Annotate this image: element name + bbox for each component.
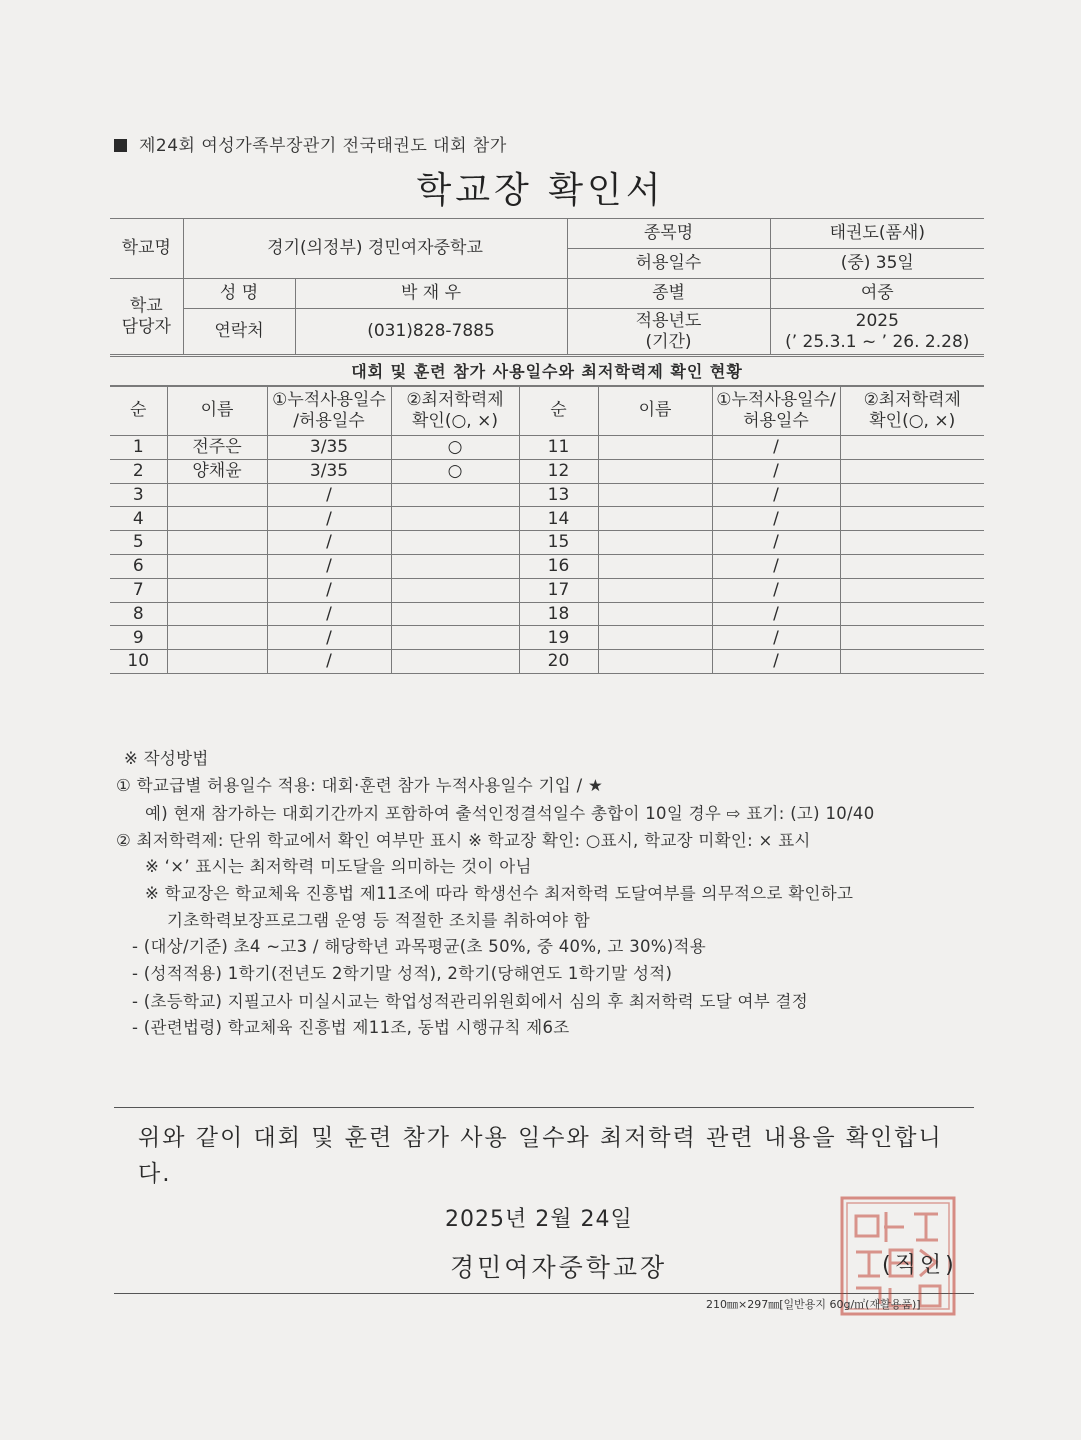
row-grade — [391, 531, 519, 555]
allowed-days-label: 허용일수 — [567, 249, 770, 279]
participation-header-row — [110, 386, 984, 436]
note-line: - (대상/기준) 초4 ~고3 / 해당학년 과목평균(초 50%, 중 40%, 고 30%)적용 — [132, 937, 706, 956]
row-name — [598, 459, 712, 483]
row-days: 3/35 — [267, 436, 391, 460]
row-grade — [840, 483, 984, 507]
gender-value: 여중 — [770, 279, 984, 309]
event-name-value: 태권도(품새) — [770, 219, 984, 249]
event-text: 제24회 여성가족부장관기 전국태권도 대회 참가 — [139, 136, 507, 156]
row-name — [598, 436, 712, 460]
row-number: 15 — [519, 531, 598, 555]
participation-section-title: 대회 및 훈련 참가 사용일수와 최저학력제 확인 현황 — [110, 356, 984, 387]
table-row — [110, 602, 984, 626]
row-days: / — [712, 626, 840, 650]
row-days: / — [267, 531, 391, 555]
note-line: ① 학교급별 허용일수 적용: 대회·훈련 참가 누적사용일수 기입 / ★ — [116, 776, 604, 795]
school-name-value: 경기(의정부) 경민여자중학교 — [183, 219, 567, 279]
row-days: / — [267, 626, 391, 650]
row-days: / — [712, 602, 840, 626]
note-line: ② 최저학력제: 단위 학교에서 확인 여부만 표시 ※ 학교장 확인: ○표시, 학교장 미확인: × 표시 — [116, 831, 811, 850]
row-number: 20 — [519, 650, 598, 674]
row-number: 8 — [110, 602, 167, 626]
school-name-label: 학교명 — [110, 219, 183, 279]
row-days: / — [712, 507, 840, 531]
row-number: 2 — [110, 459, 167, 483]
header-days-right — [712, 386, 840, 436]
table-row — [110, 436, 984, 460]
row-grade — [840, 459, 984, 483]
person-name-value: 박 재 우 — [295, 279, 567, 309]
row-number: 12 — [519, 459, 598, 483]
table-row — [110, 626, 984, 650]
note-line: ※ 학교장은 학교체육 진흥법 제11조에 따라 학생선수 최저학력 도달여부를 의무적으로 확인하고 — [145, 884, 854, 903]
row-grade — [840, 626, 984, 650]
row-days: / — [712, 459, 840, 483]
row-grade — [840, 507, 984, 531]
row-grade — [391, 650, 519, 674]
row-days: / — [712, 483, 840, 507]
school-info-table — [110, 218, 984, 355]
year-value — [770, 309, 984, 355]
paper-spec: 210㎜×297㎜[일반용지 60g/㎡(재활용품)] — [706, 1298, 921, 1311]
row-days: / — [712, 531, 840, 555]
row-number: 10 — [110, 650, 167, 674]
row-number: 5 — [110, 531, 167, 555]
row-grade — [391, 626, 519, 650]
header-grade-right-line1: ②최저학력제 — [863, 390, 961, 411]
row-number: 19 — [519, 626, 598, 650]
row-number: 6 — [110, 554, 167, 578]
header-days-line2: /허용일수 — [293, 410, 365, 431]
header-grade-right — [840, 386, 984, 436]
row-number: 13 — [519, 483, 598, 507]
contact-person-label — [110, 279, 183, 355]
phone-value: (031)828-7885 — [295, 309, 567, 355]
event-name-label: 종목명 — [567, 219, 770, 249]
row-grade — [391, 602, 519, 626]
table-row — [110, 483, 984, 507]
row-days: / — [712, 578, 840, 602]
square-bullet-icon — [114, 139, 127, 152]
row-name — [598, 554, 712, 578]
phone-label: 연락처 — [183, 309, 295, 355]
allowed-days-value: (중) 35일 — [770, 249, 984, 279]
row-number: 3 — [110, 483, 167, 507]
row-name — [598, 531, 712, 555]
name-label: 성 명 — [183, 279, 295, 309]
note-line: 기초학력보장프로그램 운영 등 적절한 조치를 취하여야 함 — [167, 911, 591, 930]
header-days-line1: ①누적사용일수 — [272, 390, 386, 411]
row-name — [598, 507, 712, 531]
row-name — [167, 483, 267, 507]
contact-person-label-line1: 학교 — [129, 296, 163, 317]
row-days: / — [267, 507, 391, 531]
row-name — [167, 650, 267, 674]
row-grade — [391, 554, 519, 578]
table-row — [110, 459, 984, 483]
table-row — [110, 507, 984, 531]
row-days: / — [267, 554, 391, 578]
row-days: 3/35 — [267, 459, 391, 483]
header-grade — [391, 386, 519, 436]
row-grade — [840, 554, 984, 578]
header-no: 순 — [110, 386, 167, 436]
table-row — [110, 531, 984, 555]
row-name: 양채윤 — [167, 459, 267, 483]
row-name — [167, 626, 267, 650]
header-days — [267, 386, 391, 436]
row-name — [167, 602, 267, 626]
seal-label: (직인) — [882, 1253, 958, 1278]
row-number: 9 — [110, 626, 167, 650]
row-number: 4 — [110, 507, 167, 531]
confirmation-date: 2025년 2월 24일 — [445, 1207, 633, 1232]
gender-label: 종별 — [567, 279, 770, 309]
event-heading — [114, 131, 507, 156]
row-number: 18 — [519, 602, 598, 626]
note-line: - (초등학교) 지필고사 미실시교는 학업성적관리위원회에서 심의 후 최저학력 도달 여부 결정 — [132, 992, 809, 1011]
header-no-right: 순 — [519, 386, 598, 436]
row-name — [598, 578, 712, 602]
document-title: 학교장 확인서 — [416, 170, 665, 211]
row-number: 17 — [519, 578, 598, 602]
row-grade: ○ — [391, 459, 519, 483]
note-line: 예) 현재 참가하는 대회기간까지 포함하여 출석인정결석일수 총합이 10일 경우 ⇨ 표기: (고) 10/40 — [145, 804, 875, 823]
year-period: (’ 25.3.1 ~ ’ 26. 2.28) — [785, 331, 970, 352]
header-grade-line2: 확인(○, ×) — [412, 410, 498, 431]
row-grade — [840, 602, 984, 626]
note-line: ※ ‘×’ 표시는 최저학력 미도달을 의미하는 것이 아님 — [145, 857, 532, 876]
row-days: / — [712, 436, 840, 460]
row-days: / — [712, 554, 840, 578]
row-name — [167, 531, 267, 555]
row-grade — [391, 578, 519, 602]
header-grade-right-line2: 확인(○, ×) — [869, 410, 956, 431]
row-name — [167, 554, 267, 578]
row-grade — [840, 650, 984, 674]
row-days: / — [267, 483, 391, 507]
header-name: 이름 — [167, 386, 267, 436]
row-grade — [840, 578, 984, 602]
header-days-right-line1: ①누적사용일수/ — [716, 390, 836, 411]
year-label — [567, 309, 770, 355]
row-name — [167, 507, 267, 531]
contact-person-label-line2: 담당자 — [121, 316, 171, 337]
row-number: 16 — [519, 554, 598, 578]
row-grade — [391, 483, 519, 507]
row-name: 전주은 — [167, 436, 267, 460]
principal-title: 경민여자중학교장 — [450, 1253, 668, 1282]
row-grade — [840, 436, 984, 460]
row-days: / — [267, 578, 391, 602]
row-days: / — [267, 602, 391, 626]
confirmation-text: 위와 같이 대회 및 훈련 참가 사용 일수와 최저학력 관련 내용을 확인합니다. — [138, 1125, 943, 1187]
note-line: - (성적적용) 1학기(전년도 2학기말 성적), 2학기(당해연도 1학기말 성적) — [132, 964, 673, 983]
note-line: - (관련법령) 학교체육 진흥법 제11조, 동법 시행규칙 제6조 — [132, 1018, 570, 1037]
row-grade — [840, 531, 984, 555]
row-days: / — [267, 650, 391, 674]
table-row — [110, 578, 984, 602]
header-grade-line1: ②최저학력제 — [406, 390, 504, 411]
header-days-right-line2: 허용일수 — [743, 410, 809, 431]
row-grade — [391, 507, 519, 531]
year-number: 2025 — [855, 311, 899, 332]
row-number: 1 — [110, 436, 167, 460]
row-name — [598, 626, 712, 650]
table-row — [110, 554, 984, 578]
year-label-line1: 적용년도 — [635, 311, 702, 332]
row-number: 7 — [110, 578, 167, 602]
participation-table — [110, 385, 984, 674]
year-label-line2: (기간) — [645, 331, 692, 352]
row-number: 14 — [519, 507, 598, 531]
row-name — [598, 650, 712, 674]
row-name — [598, 602, 712, 626]
notes-heading: ※ 작성방법 — [124, 749, 209, 768]
row-name — [167, 578, 267, 602]
row-days: / — [712, 650, 840, 674]
row-grade: ○ — [391, 436, 519, 460]
participation-rows — [110, 436, 984, 674]
header-name-right: 이름 — [598, 386, 712, 436]
row-name — [598, 483, 712, 507]
table-row — [110, 650, 984, 674]
row-number: 11 — [519, 436, 598, 460]
